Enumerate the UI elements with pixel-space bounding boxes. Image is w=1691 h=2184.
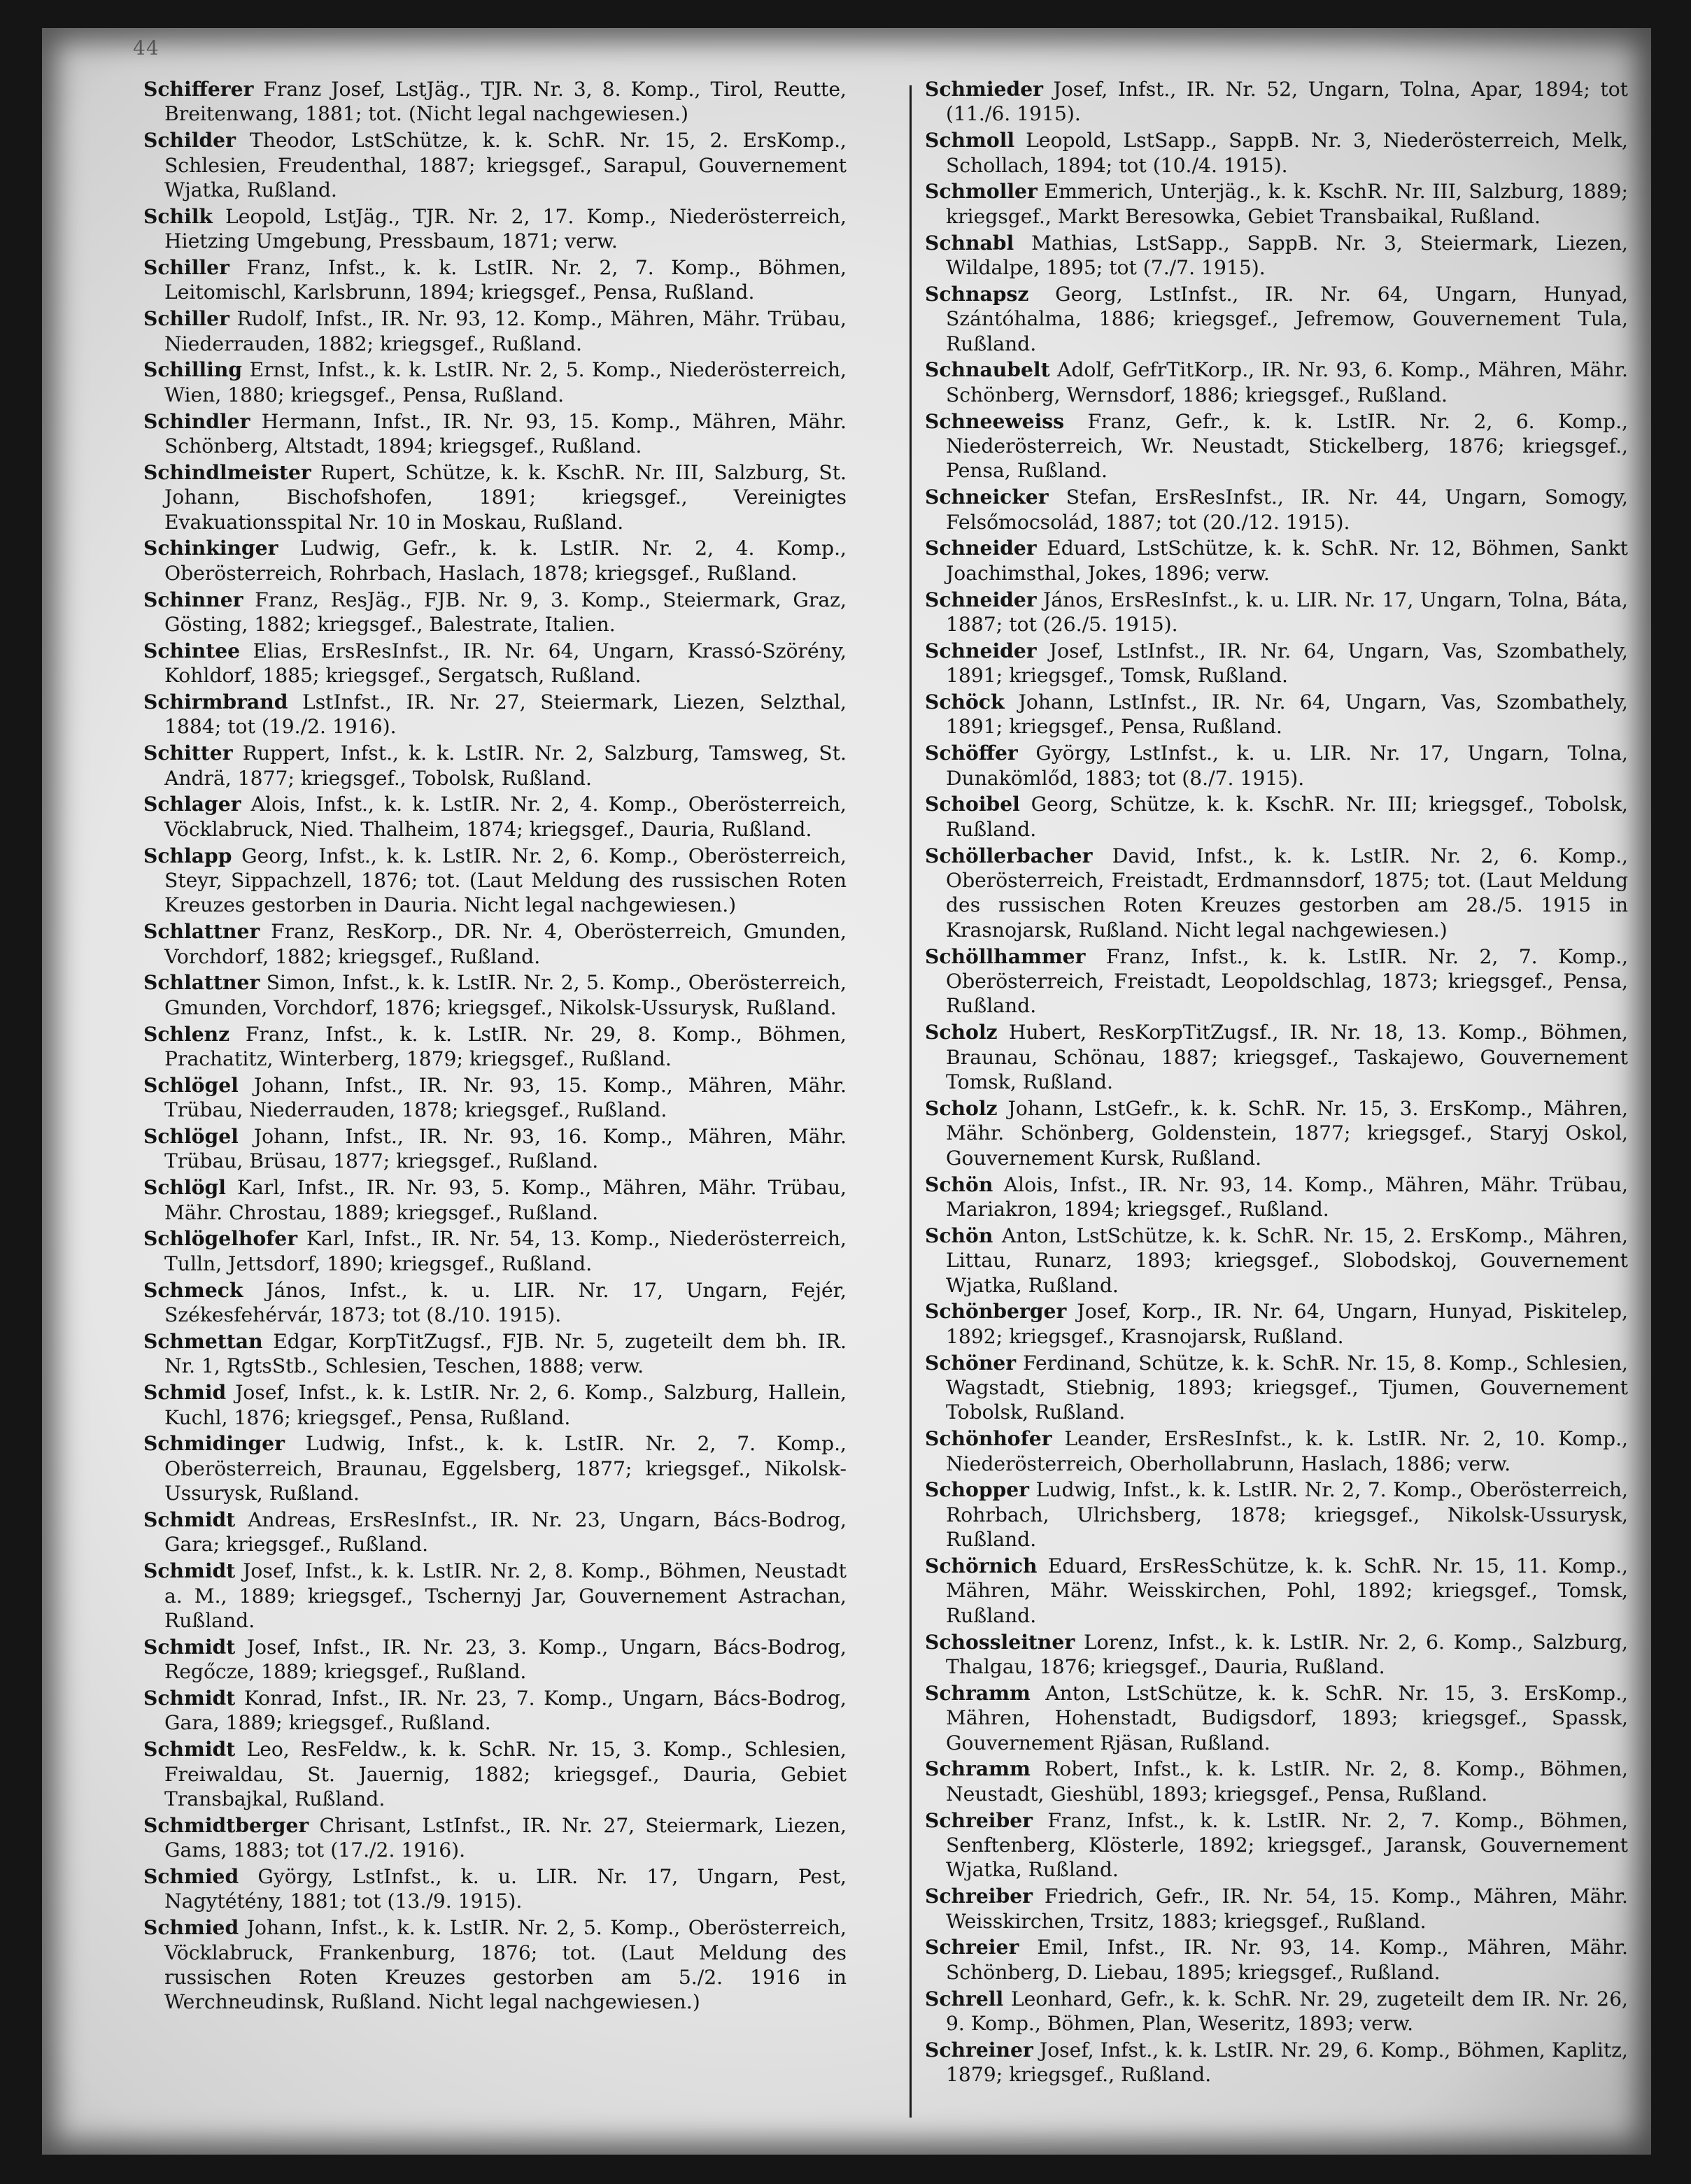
entry-surname: Schnapsz <box>925 282 1029 306</box>
entry-surname: Schramm <box>925 1757 1031 1781</box>
entry-surname: Schrell <box>925 1987 1004 2011</box>
entry-details: Franz, ResJäg., FJB. Nr. 9, 3. Komp., Steiermark, Graz, Gösting, 1882; kriegsgef., Balestrate, Italien. <box>164 588 847 637</box>
entry-details: Johann, LstInfst., IR. Nr. 64, Ungarn, Vas, Szombathely, 1891; kriegsgef., Pensa, Rußland. <box>946 690 1628 739</box>
casualty-entry <box>143 690 847 739</box>
casualty-entry <box>925 639 1628 688</box>
casualty-entry <box>925 1630 1628 1680</box>
entry-details: Georg, Schütze, k. k. KschR. Nr. III; kriegsgef., Tobolsk, Rußland. <box>946 793 1628 841</box>
entry-details: Robert, Infst., k. k. LstIR. Nr. 2, 8. Komp., Böhmen, Neustadt, Gieshübl, 1893; kriegsgef., Pensa, Rußland. <box>946 1757 1628 1806</box>
casualty-entry <box>925 588 1628 637</box>
entry-surname: Schlögl <box>143 1176 226 1200</box>
casualty-entry <box>143 588 847 637</box>
entry-details: Johann, LstGefr., k. k. SchR. Nr. 15, 3. ErsKomp., Mähren, Mähr. Schönberg, Goldenstein, 1877; kriegsgef., Staryj Oskol, Gouvernement Kursk, Rußland. <box>946 1096 1628 1170</box>
casualty-entry <box>143 357 847 407</box>
casualty-entry <box>925 485 1628 534</box>
entry-details: Franz, Infst., k. k. LstIR. Nr. 2, 7. Komp., Oberösterreich, Freistadt, Leopoldschlag, 1873; kriegsgef., Pensa, Rußland. <box>946 944 1628 1018</box>
entry-surname: Schönhofer <box>925 1427 1052 1451</box>
casualty-entry <box>143 919 847 969</box>
entry-details: Karl, Infst., IR. Nr. 54, 13. Komp., Niederösterreich, Tulln, Jettsdorf, 1890; kriegsgef., Rußland. <box>164 1227 847 1275</box>
entry-details: Rudolf, Infst., IR. Nr. 93, 12. Komp., Mähren, Mähr. Trübau, Niederrauden, 1882; kriegsgef., Rußland. <box>164 307 847 355</box>
casualty-entry <box>925 2038 1628 2087</box>
entry-details: Theodor, LstSchütze, k. k. SchR. Nr. 15, 2. ErsKomp., Schlesien, Freudenthal, 1887; kriegsgef., Sarapul, Gouvernement Wjatka, Rußland. <box>164 129 847 202</box>
entry-surname: Schinkinger <box>143 537 278 560</box>
casualty-entry <box>925 944 1628 1019</box>
entry-details: Franz, ResKorp., DR. Nr. 4, Oberösterreich, Gmunden, Vorchdorf, 1882; kriegsgef., Rußland. <box>164 920 847 968</box>
casualty-entry <box>925 1554 1628 1628</box>
entry-surname: Schmoll <box>925 129 1015 153</box>
entry-details: János, Infst., k. u. LIR. Nr. 17, Ungarn, Fejér, Székesfehérvár, 1873; tot (8./10. 1915). <box>164 1278 847 1327</box>
entry-surname: Schlattner <box>143 971 260 995</box>
entry-details: Edgar, KorpTitZugsf., FJB. Nr. 5, zugeteilt dem bh. IR. Nr. 1, RgtsStb., Schlesien, Teschen, 1888; verw. <box>164 1329 847 1378</box>
casualty-entry <box>925 77 1628 127</box>
casualty-entry <box>143 306 847 356</box>
entry-surname: Schlögel <box>143 1073 239 1097</box>
entry-details: Josef, Infst., k. k. LstIR. Nr. 2, 8. Komp., Böhmen, Neustadt a. M., 1889; kriegsgef., Tschernyj Jar, Gouvernement Astrachan, Rußland. <box>164 1559 847 1632</box>
entry-surname: Schreier <box>925 1936 1019 1959</box>
entry-surname: Schmoller <box>925 180 1038 204</box>
entry-details: Georg, Infst., k. k. LstIR. Nr. 2, 6. Komp., Oberösterreich, Steyr, Sippachzell, 1876; tot. (Laut Meldung des russischen Roten Kreuzes gestorben in Dauria. Nicht legal nachgewiesen.) <box>164 844 847 917</box>
casualty-entry <box>143 1737 847 1811</box>
entry-surname: Schirmbrand <box>143 690 288 714</box>
entry-details: Karl, Infst., IR. Nr. 93, 5. Komp., Mähren, Mähr. Trübau, Mähr. Chrostau, 1889; kriegsgef., Rußland. <box>164 1176 847 1224</box>
casualty-entry <box>143 1431 847 1505</box>
entry-surname: Schmieder <box>925 78 1043 101</box>
entry-surname: Schmid <box>143 1381 227 1405</box>
casualty-entry <box>925 1299 1628 1349</box>
entry-details: Andreas, ErsResInfst., IR. Nr. 23, Ungarn, Bács-Bodrog, Gara; kriegsgef., Rußland. <box>164 1508 847 1557</box>
entry-details: Franz, Gefr., k. k. LstIR. Nr. 2, 6. Komp., Niederösterreich, Wr. Neustadt, Stickelberg, 1876; kriegsgef., Pensa, Rußland. <box>946 409 1628 483</box>
entry-surname: Schiller <box>143 256 229 280</box>
entry-surname: Schilk <box>143 204 213 228</box>
entry-surname: Schmidt <box>143 1686 236 1710</box>
entry-details: Josef, Korp., IR. Nr. 64, Ungarn, Hunyad, Piskitelep, 1892; kriegsgef., Krasnojarsk, Rußland. <box>946 1300 1628 1348</box>
entry-surname: Schöffer <box>925 742 1018 765</box>
entry-surname: Schöllhammer <box>925 944 1086 968</box>
document-page <box>42 28 1651 2155</box>
entry-details: Lorenz, Infst., k. k. LstIR. Nr. 2, 6. Komp., Salzburg, Thalgau, 1876; kriegsgef., Dauria, Rußland. <box>946 1630 1629 1678</box>
casualty-entry <box>143 1813 847 1863</box>
entry-details: Friedrich, Gefr., IR. Nr. 54, 15. Komp., Mähren, Mähr. Weisskirchen, Trsitz, 1883; kriegsgef., Rußland. <box>946 1885 1628 1933</box>
entry-surname: Schlattner <box>143 920 260 944</box>
entry-details: Leopold, LstSapp., SappB. Nr. 3, Niederösterreich, Melk, Schollach, 1894; tot (10./4. 1915). <box>946 129 1628 177</box>
left-column <box>143 77 847 2016</box>
casualty-entry <box>925 741 1628 790</box>
entry-details: Adolf, GefrTitKorp., IR. Nr. 93, 6. Komp., Mähren, Mähr. Schönberg, Wernsdorf, 1886; kriegsgef., Rußland. <box>946 358 1628 406</box>
casualty-entry <box>925 1020 1628 1094</box>
entry-surname: Schreiber <box>925 1885 1033 1908</box>
casualty-entry <box>143 1329 847 1379</box>
entry-surname: Schneicker <box>925 485 1049 509</box>
entry-details: Josef, Infst., k. k. LstIR. Nr. 29, 6. Komp., Böhmen, Kaplitz, 1879; kriegsgef., Rußland. <box>946 2038 1628 2087</box>
entry-details: Stefan, ErsResInfst., IR. Nr. 44, Ungarn, Somogy, Felsőmocsolád, 1887; tot (20./12. 1915). <box>946 485 1628 534</box>
entry-surname: Schnabl <box>925 231 1014 255</box>
casualty-entry <box>143 844 847 918</box>
entry-surname: Scholz <box>925 1021 998 1044</box>
entry-details: Mathias, LstSapp., SappB. Nr. 3, Steiermark, Liezen, Wildalpe, 1895; tot (7./7. 1915). <box>946 231 1628 280</box>
entry-surname: Schramm <box>925 1681 1031 1705</box>
casualty-entry <box>143 1380 847 1430</box>
entry-surname: Schmidinger <box>143 1432 285 1456</box>
entry-surname: Schmidt <box>143 1738 236 1761</box>
entry-details: Franz Josef, LstJäg., TJR. Nr. 3, 8. Komp., Tirol, Reutte, Breitenwang, 1881; tot. (Nicht legal nachgewiesen.) <box>164 78 847 126</box>
entry-surname: Schmied <box>143 1916 239 1940</box>
entry-details: Leonhard, Gefr., k. k. SchR. Nr. 29, zugeteilt dem IR. Nr. 26, 9. Komp., Böhmen, Plan, Weseritz, 1893; verw. <box>946 1987 1628 2035</box>
casualty-entry <box>925 844 1628 943</box>
entry-surname: Schintee <box>143 639 241 662</box>
entry-details: Alois, Infst., k. k. LstIR. Nr. 2, 4. Komp., Oberösterreich, Vöcklabruck, Nied. Thalheim, 1874; kriegsgef., Dauria, Rußland. <box>164 793 847 841</box>
casualty-entry <box>143 1915 847 2015</box>
entry-surname: Schlapp <box>143 844 232 867</box>
entry-details: János, ErsResInfst., k. u. LIR. Nr. 17, Ungarn, Tolna, Báta, 1887; tot (26./5. 1915). <box>946 588 1628 637</box>
entry-surname: Schöner <box>925 1351 1017 1375</box>
entry-surname: Schopper <box>925 1478 1030 1502</box>
casualty-entry <box>143 536 847 586</box>
casualty-entry <box>925 1096 1628 1170</box>
entry-details: Hermann, Infst., IR. Nr. 93, 15. Komp., Mähren, Mähr. Schönberg, Altstadt, 1894; kriegsgef., Rußland. <box>164 409 847 458</box>
column-divider <box>910 85 912 2118</box>
entry-surname: Schmidtberger <box>143 1813 309 1837</box>
entry-surname: Schinner <box>143 588 243 611</box>
entry-surname: Schöllerbacher <box>925 844 1093 867</box>
casualty-entry <box>143 1559 847 1633</box>
entry-surname: Schön <box>925 1172 993 1196</box>
casualty-entry <box>925 690 1628 739</box>
entry-surname: Schreiner <box>925 2038 1033 2062</box>
entry-details: Franz, Infst., k. k. LstIR. Nr. 2, 7. Komp., Böhmen, Leitomischl, Karlsbrunn, 1894; kriegsgef., Pensa, Rußland. <box>164 256 847 304</box>
entry-surname: Schöck <box>925 690 1005 714</box>
casualty-entry <box>925 1426 1628 1476</box>
entry-surname: Schmeck <box>143 1278 243 1302</box>
entry-surname: Schmidt <box>143 1508 236 1531</box>
entry-surname: Schlögelhofer <box>143 1227 298 1251</box>
casualty-entry <box>925 409 1628 483</box>
casualty-entry <box>143 1508 847 1557</box>
entry-details: Elias, ErsResInfst., IR. Nr. 64, Ungarn, Krassó-Szörény, Kohldorf, 1885; kriegsgef., Sergatsch, Rußland. <box>164 639 847 688</box>
page-number: 44 <box>133 36 160 59</box>
entry-details: Eduard, LstSchütze, k. k. SchR. Nr. 12, Böhmen, Sankt Joachimsthal, Jokes, 1896; verw. <box>946 537 1628 585</box>
casualty-entry <box>925 1681 1628 1755</box>
casualty-entry <box>143 1124 847 1174</box>
entry-details: Ernst, Infst., k. k. LstIR. Nr. 2, 5. Komp., Niederösterreich, Wien, 1880; kriegsgef., Pensa, Rußland. <box>164 358 847 406</box>
right-column <box>925 77 1628 2089</box>
entry-surname: Schörnich <box>925 1554 1038 1577</box>
casualty-entry <box>925 1935 1628 1985</box>
casualty-entry <box>143 460 847 534</box>
entry-details: Ludwig, Infst., k. k. LstIR. Nr. 2, 7. Komp., Oberösterreich, Braunau, Eggelsberg, 1877; kriegsgef., Nikolsk-Ussurysk, Rußland. <box>164 1432 847 1505</box>
casualty-entry <box>143 1073 847 1123</box>
entry-surname: Schlager <box>143 793 241 816</box>
entry-surname: Schmidt <box>143 1635 236 1659</box>
casualty-entry <box>925 179 1628 229</box>
casualty-entry <box>925 1224 1628 1298</box>
casualty-entry <box>143 204 847 254</box>
casualty-entry <box>143 639 847 688</box>
casualty-entry <box>925 128 1628 178</box>
entry-surname: Schlögel <box>143 1125 239 1149</box>
casualty-entry <box>143 1226 847 1276</box>
casualty-entry <box>143 128 847 202</box>
casualty-entry <box>925 282 1628 356</box>
casualty-entry <box>143 1175 847 1225</box>
entry-details: Emil, Infst., IR. Nr. 93, 14. Komp., Mähren, Mähr. Schönberg, D. Liebau, 1895; kriegsgef., Rußland. <box>946 1936 1628 1984</box>
casualty-entry <box>143 1278 847 1328</box>
casualty-entry <box>143 77 847 127</box>
entry-details: Simon, Infst., k. k. LstIR. Nr. 2, 5. Komp., Oberösterreich, Gmunden, Vorchdorf, 1876; kriegsgef., Nikolsk-Ussurysk, Rußland. <box>164 971 847 1019</box>
entry-surname: Schossleitner <box>925 1630 1075 1654</box>
entry-details: Anton, LstSchütze, k. k. SchR. Nr. 15, 3. ErsKomp., Mähren, Hohenstadt, Budigsdorf, 1893; kriegsgef., Spassk, Gouvernement Rjäsan, Rußland. <box>946 1681 1628 1754</box>
entry-details: Josef, Infst., IR. Nr. 23, 3. Komp., Ungarn, Bács-Bodrog, Regőcze, 1889; kriegsgef., Rußland. <box>164 1635 847 1684</box>
entry-surname: Schiller <box>143 307 229 331</box>
casualty-entry <box>143 1686 847 1736</box>
entry-surname: Schnaubelt <box>925 358 1050 382</box>
casualty-entry <box>925 1351 1628 1425</box>
entry-surname: Schilder <box>143 129 236 153</box>
casualty-entry <box>925 1884 1628 1934</box>
entry-details: György, LstInfst., k. u. LIR. Nr. 17, Ungarn, Tolna, Dunakömlőd, 1883; tot (8./7. 1915). <box>946 742 1628 790</box>
entry-details: Johann, Infst., k. k. LstIR. Nr. 2, 5. Komp., Oberösterreich, Vöcklabruck, Frankenburg, 1876; tot. (Laut Meldung des russischen Roten Kreuzes gestorben am 5./2. 1916 in Werchneudinsk, Rußland. Nicht legal nachgewiesen.) <box>164 1916 847 2014</box>
entry-details: Alois, Infst., IR. Nr. 93, 14. Komp., Mähren, Mähr. Trübau, Mariakron, 1894; kriegsgef., Rußland. <box>946 1172 1628 1221</box>
casualty-entry <box>925 231 1628 281</box>
casualty-entry <box>143 1864 847 1914</box>
entry-surname: Schön <box>925 1224 993 1247</box>
entry-surname: Schneider <box>925 588 1037 611</box>
entry-details: Ruppert, Infst., k. k. LstIR. Nr. 2, Salzburg, Tamsweg, St. Andrä, 1877; kriegsgef., Tobolsk, Rußland. <box>164 742 847 790</box>
entry-details: Franz, Infst., k. k. LstIR. Nr. 2, 7. Komp., Böhmen, Senftenberg, Klösterle, 1892; kriegsgef., Jaransk, Gouvernement Wjatka, Rußland. <box>946 1808 1628 1882</box>
entry-surname: Scholz <box>925 1096 998 1120</box>
entry-surname: Schmidt <box>143 1559 236 1583</box>
entry-surname: Schifferer <box>143 78 254 101</box>
entry-details: Anton, LstSchütze, k. k. SchR. Nr. 15, 2. ErsKomp., Mähren, Littau, Runarz, 1893; kriegsgef., Slobodskoj, Gouvernement Wjatka, Rußland. <box>946 1224 1628 1297</box>
entry-details: Leander, ErsResInfst., k. k. LstIR. Nr. 2, 10. Komp., Niederösterreich, Oberhollabrunn, Haslach, 1886; verw. <box>946 1427 1628 1475</box>
entry-surname: Schönberger <box>925 1300 1067 1324</box>
casualty-entry <box>925 357 1628 407</box>
entry-details: Eduard, ErsResSchütze, k. k. SchR. Nr. 15, 11. Komp., Mähren, Mähr. Weisskirchen, Pohl, 1892; kriegsgef., Tomsk, Rußland. <box>946 1554 1628 1627</box>
entry-surname: Schitter <box>143 742 233 765</box>
entry-details: Ferdinand, Schütze, k. k. SchR. Nr. 15, 8. Komp., Schlesien, Wagstadt, Stiebnig, 1893; kriegsgef., Tjumen, Gouvernement Tobolsk, Rußland. <box>946 1351 1628 1424</box>
entry-surname: Schmettan <box>143 1329 263 1353</box>
casualty-entry <box>143 409 847 459</box>
entry-details: Josef, Infst., IR. Nr. 52, Ungarn, Tolna, Apar, 1894; tot (11./6. 1915). <box>946 78 1628 126</box>
entry-details: Emmerich, Unterjäg., k. k. KschR. Nr. III, Salzburg, 1889; kriegsgef., Markt Beresowka, Gebiet Transbaikal, Rußland. <box>946 180 1628 228</box>
entry-details: Chrisant, LstInfst., IR. Nr. 27, Steiermark, Liezen, Gams, 1883; tot (17./2. 1916). <box>164 1813 847 1862</box>
entry-details: György, LstInfst., k. u. LIR. Nr. 17, Ungarn, Pest, Nagytétény, 1881; tot (13./9. 1915). <box>164 1864 847 1913</box>
casualty-entry <box>925 1808 1628 1882</box>
entry-surname: Schindler <box>143 409 250 433</box>
entry-surname: Schneider <box>925 639 1037 662</box>
entry-details: LstInfst., IR. Nr. 27, Steiermark, Liezen, Selzthal, 1884; tot (19./2. 1916). <box>164 690 847 739</box>
entry-surname: Schilling <box>143 358 243 382</box>
casualty-entry <box>143 970 847 1020</box>
entry-details: Hubert, ResKorpTitZugsf., IR. Nr. 18, 13. Komp., Böhmen, Braunau, Schönau, 1887; kriegsgef., Taskajewo, Gouvernement Tomsk, Rußland. <box>946 1021 1629 1094</box>
casualty-entry <box>925 536 1628 586</box>
entry-details: David, Infst., k. k. LstIR. Nr. 2, 6. Komp., Oberösterreich, Freistadt, Erdmannsdorf, 1875; tot. (Laut Meldung des russischen Roten Kreuzes gestorben am 28./5. 1915 in Krasnojarsk, Rußland. Nicht legal nachgewiesen.) <box>946 844 1629 942</box>
casualty-entry <box>143 1635 847 1685</box>
casualty-entry <box>925 1757 1628 1806</box>
entry-details: Josef, LstInfst., IR. Nr. 64, Ungarn, Vas, Szombathely, 1891; kriegsgef., Tomsk, Rußland. <box>946 639 1628 688</box>
entry-details: Johann, Infst., IR. Nr. 93, 16. Komp., Mähren, Mähr. Trübau, Brüsau, 1877; kriegsgef., Rußland. <box>164 1125 847 1173</box>
entry-details: Konrad, Infst., IR. Nr. 23, 7. Komp., Ungarn, Bács-Bodrog, Gara, 1889; kriegsgef., Rußland. <box>164 1686 847 1735</box>
casualty-entry <box>925 1987 1628 2036</box>
casualty-entry <box>925 792 1628 842</box>
casualty-entry <box>925 1477 1628 1552</box>
entry-details: Rupert, Schütze, k. k. KschR. Nr. III, Salzburg, St. Johann, Bischofshofen, 1891; kriegsgef., Vereinigtes Evakuationsspital Nr. 10 in Moskau, Rußland. <box>164 460 847 534</box>
casualty-entry <box>143 741 847 790</box>
entry-details: Josef, Infst., k. k. LstIR. Nr. 2, 6. Komp., Salzburg, Hallein, Kuchl, 1876; kriegsgef., Pensa, Rußland. <box>164 1381 847 1429</box>
entry-details: Leopold, LstJäg., TJR. Nr. 2, 17. Komp., Niederösterreich, Hietzing Umgebung, Pressbaum, 1871; verw. <box>164 204 847 253</box>
entry-surname: Schoibel <box>925 793 1020 816</box>
casualty-entry <box>143 792 847 842</box>
entry-details: Leo, ResFeldw., k. k. SchR. Nr. 15, 3. Komp., Schlesien, Freiwaldau, St. Jauernig, 1882; kriegsgef., Dauria, Gebiet Transbajkal, Rußland. <box>164 1738 847 1810</box>
entry-surname: Schneider <box>925 537 1037 560</box>
casualty-entry <box>143 255 847 305</box>
casualty-entry <box>925 1172 1628 1222</box>
entry-details: Franz, Infst., k. k. LstIR. Nr. 29, 8. Komp., Böhmen, Prachatitz, Winterberg, 1879; kriegsgef., Rußland. <box>164 1022 847 1071</box>
entry-details: Ludwig, Gefr., k. k. LstIR. Nr. 2, 4. Komp., Oberösterreich, Rohrbach, Haslach, 1878; kriegsgef., Rußland. <box>164 537 847 585</box>
entry-surname: Schindlmeister <box>143 460 311 484</box>
entry-details: Johann, Infst., IR. Nr. 93, 15. Komp., Mähren, Mähr. Trübau, Niederrauden, 1878; kriegsgef., Rußland. <box>164 1073 847 1122</box>
entry-surname: Schlenz <box>143 1022 230 1046</box>
entry-surname: Schreiber <box>925 1808 1033 1832</box>
casualty-entry <box>143 1022 847 1072</box>
entry-details: Georg, LstInfst., IR. Nr. 64, Ungarn, Hunyad, Szántóhalma, 1886; kriegsgef., Jefremow, Gouvernement Tula, Rußland. <box>946 282 1629 355</box>
entry-surname: Schmied <box>143 1864 239 1888</box>
entry-surname: Schneeweiss <box>925 409 1065 433</box>
entry-details: Ludwig, Infst., k. k. LstIR. Nr. 2, 7. Komp., Oberösterreich, Rohrbach, Ulrichsberg, 1878; kriegsgef., Nikolsk-Ussurysk, Rußland. <box>946 1478 1628 1552</box>
